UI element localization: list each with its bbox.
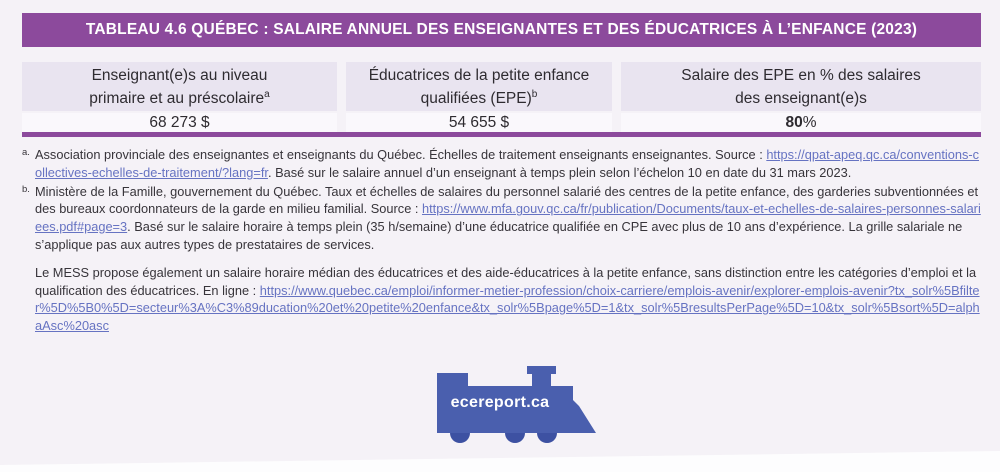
value-label: 54 655 $ (448, 113, 510, 131)
footnote-a (22, 146, 981, 182)
footnote-a-text-after: . Basé sur le salaire annuel d’un enseignant à temps plein selon l’échelon 10 en date du 31 mars 2023. (267, 164, 852, 180)
mess-paragraph (22, 264, 981, 335)
footnote-b-marker: b. (22, 183, 30, 195)
value-unit: % (802, 113, 817, 131)
column-header-enseignants (22, 62, 337, 111)
ecereport-logo (430, 356, 600, 456)
column-header-pourcentage (621, 62, 981, 111)
column-value-educatrices (346, 113, 612, 132)
footnote-a-text: Association provinciale des enseignantes et enseignants du Québec. Échelles de traitement enseignants enseignantes. Source : (35, 147, 767, 162)
column-header-text (67, 64, 292, 110)
column-value-pourcentage (621, 113, 981, 132)
header-label: Éducatrices de la petite enfance qualifiées (EPE) (368, 66, 590, 107)
footnote-a-link[interactable]: https://qpat-apeq.qc.ca/conventions-collectives-echelles-de-traitement/?lang=fr (35, 147, 980, 180)
footnote-b-link[interactable]: https://www.mfa.gouv.qc.ca/fr/publication/Documents/taux-et-echelles-de-salaires-personnes-salariees.pdf#page=3 (35, 201, 981, 235)
value-label-bold: 80 (785, 113, 803, 131)
header-label: Enseignant(e)s au niveau primaire et au préscolaire (89, 66, 268, 107)
column-header-educatrices (346, 62, 612, 111)
mess-paragraph-link[interactable]: https://www.quebec.ca/emploi/informer-metier-profession/choix-carriere/emplois-avenir/explorer-emplois-avenir?tx_solr%5Bfilter%5D%5B0%5D=secteur%3A%C3%89ducation%20et%20petite%20enfance&tx_solr%5Bpage%5D=1&tx_solr%5BresultsPerPage%5D=10&tx_solr%5Bsort%5D=alphaAsc%20asc (35, 282, 980, 334)
table-title: TABLEAU 4.6 QUÉBEC : SALAIRE ANNUEL DES ENSEIGNANTES ET DES ÉDUCATRICES À L’ENFANCE (2023) (85, 21, 918, 38)
footnote-a-marker: a. (22, 147, 30, 158)
footnote-b (22, 183, 981, 254)
table-bottom-rule (22, 132, 981, 137)
footnote-b-text-after: . Basé sur le salaire horaire à temps plein (35 h/semaine) d’une éducatrice qualifiée en CPE avec plus de 10 ans d’expérience. La grille salariale ne s’applique pas aux autres types de prestataires de services. (35, 219, 963, 252)
logo-text: ecereport.ca (450, 394, 550, 411)
footnotes-section (22, 146, 981, 335)
column-header-text (670, 64, 932, 110)
column-header-text (356, 64, 602, 110)
mess-paragraph-text: Le MESS propose également un salaire horaire médian des éducatrices et des aide-éducatrices à la petite enfance, sans distinction entre les catégories d’emploi et la qualification des éducatrices. En ligne : (35, 264, 977, 298)
footnote-ref-b: b (531, 88, 538, 100)
value-label: 68 273 $ (149, 113, 210, 131)
table-column-enseignants (22, 62, 337, 132)
table-column-pourcentage (621, 62, 981, 132)
table-title-bar (22, 13, 981, 47)
table-column-educatrices (346, 62, 612, 132)
header-label: Salaire des EPE en % des salaires des enseignant(e)s (681, 66, 921, 107)
column-value-enseignants (22, 113, 337, 132)
salary-table (22, 62, 981, 132)
footnote-ref-a: a (264, 88, 270, 100)
footnote-b-text: Ministère de la Famille, gouvernement du Québec. Taux et échelles de salaires du personnel salarié des centres de la petite enfance, des garderies subventionnées et des bureaux coordonnateurs de la garde en milieu familial. Source : (35, 183, 979, 217)
